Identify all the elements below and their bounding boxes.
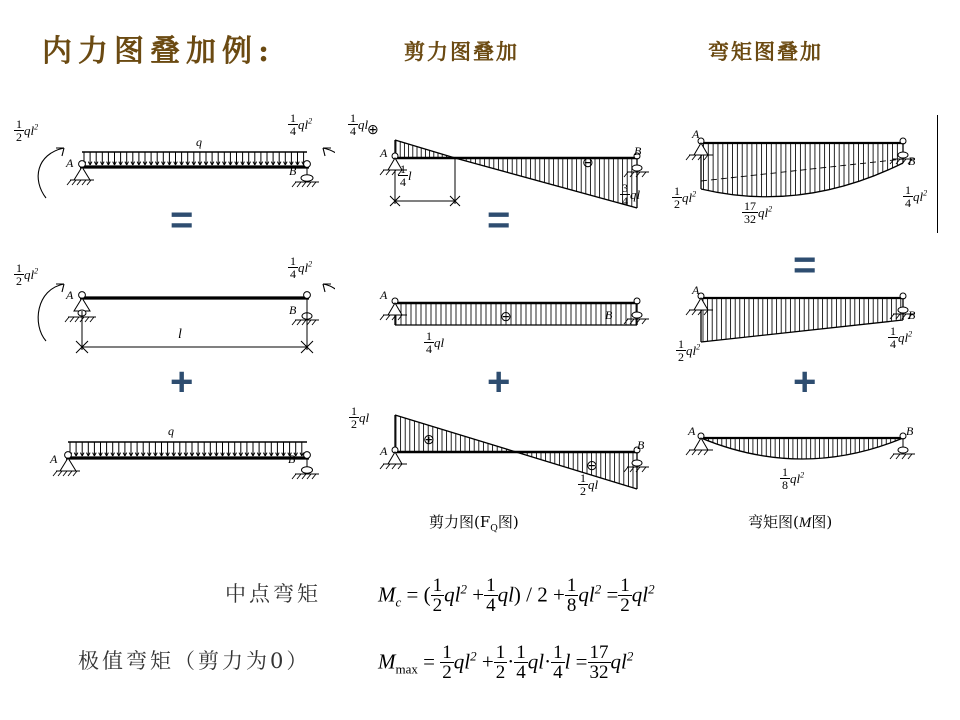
udl-beam-node-b: B [288,452,296,466]
combined-beam-right-moment-label: $\frac{1}{4}$ $ql^2$ [290,111,313,139]
udl-moment-node-a: A [688,424,696,438]
page-title: 内力图叠加例: [42,34,276,69]
combined-shear-node-b: B [634,144,642,158]
combined-beam-node-b: B [289,164,297,178]
end-moment-shear-node-b: B [605,308,613,322]
udl-shear-left-value-label: $\frac{1}{2}$ ql [351,404,370,432]
udl-shear-diagram-figure [345,405,665,505]
moment-diagram-caption: 弯矩图(M图) [748,513,833,531]
combined-moment-max-value-label: $\frac{17}{32}$ $ql^2$ [744,199,773,227]
end-moment-beam-right-label: $\frac{1}{4}$ $ql^2$ [290,254,313,282]
operator-plus-col1: + [170,360,194,404]
udl-moment-max-value-label: $\frac{1}{8}$ $ql^2$ [782,465,805,493]
operator-plus-col2: + [487,360,511,404]
end-moment-beam-node-a: A [66,288,74,302]
udl-beam-load-label: q [168,424,174,438]
operator-equals-col1: = [170,198,194,242]
combined-shear-quarter-span-label: $\frac{1}{4}$ l [400,162,412,190]
midpoint-moment-label: 中点弯矩 [225,582,321,606]
shear-diagram-caption: 剪力图($F_Q$图) [429,513,519,534]
end-moment-shear-node-a: A [380,288,388,302]
combined-shear-node-a: A [380,146,388,160]
combined-moment-left-value-label: $\frac{1}{2}$ $ql^2$ [674,184,697,212]
operator-equals-col3: = [793,243,817,287]
end-moment-node-b: B [908,308,916,322]
combined-loaded-beam-figure [10,110,335,200]
combined-beam-left-moment-label: $\frac{1}{2}$ $ql^2$ [16,117,39,145]
combined-beam-node-a: A [66,156,74,170]
udl-moment-diagram-figure [675,420,945,500]
minus-sign-circle-icon-2: ⊖ [500,310,512,325]
extreme-moment-formula: $M_{max}$ = $\frac{1}{2}$ $ql^2$ + $\frac{1}{2}$ · $\frac{1}{4}$ ql· $\frac{1}{4}$ l = $\frac{17}{32}$ $ql^2$ [378,642,634,684]
end-moment-left-value-label: $\frac{1}{2}$ $ql^2$ [678,337,701,365]
udl-shear-node-b: B [637,438,645,452]
operator-plus-col3: + [793,360,817,404]
end-moment-beam-span-label: l [178,327,182,342]
extreme-moment-label: 极值弯矩（剪力为0） [78,649,311,673]
end-moment-node-a: A [692,283,700,297]
end-moment-beam-figure [10,255,335,360]
combined-moment-node-b: B [908,154,916,168]
udl-shear-right-value-label: $\frac{1}{2}$ ql [580,471,599,499]
midpoint-moment-formula: $M_c$ = ( $\frac{1}{2}$ $ql^2$ + $\frac{1}{4}$ ql) / 2 + $\frac{1}{8}$ $ql^2$ = $\frac{1}{2}$ $ql^2$ [378,575,655,617]
plus-sign-circle-icon-2: ⊕ [423,433,435,448]
combined-shear-right-value-label: $\frac{3}{4}$ ql [622,181,641,209]
minus-sign-circle-icon: ⊖ [582,156,594,171]
udl-moment-node-b: B [906,424,914,438]
minus-sign-circle-icon-3: ⊖ [586,459,598,474]
combined-shear-diagram-figure [345,110,665,210]
udl-shear-node-a: A [380,444,388,458]
combined-moment-right-value-label: $\frac{1}{4}$ $ql^2$ [905,183,928,211]
combined-shear-left-value-label: $\frac{1}{4}$ ql [350,111,369,139]
end-moment-right-value-label: $\frac{1}{4}$ $ql^2$ [890,324,913,352]
end-moment-beam-node-b: B [289,303,297,317]
operator-equals-col2: = [487,198,511,242]
column-header-moment: 弯矩图叠加 [708,39,823,64]
end-moment-beam-left-label: $\frac{1}{2}$ $ql^2$ [16,261,39,289]
column-header-shear: 剪力图叠加 [404,39,519,64]
udl-beam-node-a: A [50,452,58,466]
combined-beam-load-label: q [196,135,202,149]
end-moment-shear-value-label: $\frac{1}{4}$ ql [426,329,445,357]
plus-sign-circle-icon: ⊕ [367,123,379,138]
combined-moment-node-a: A [692,127,700,141]
